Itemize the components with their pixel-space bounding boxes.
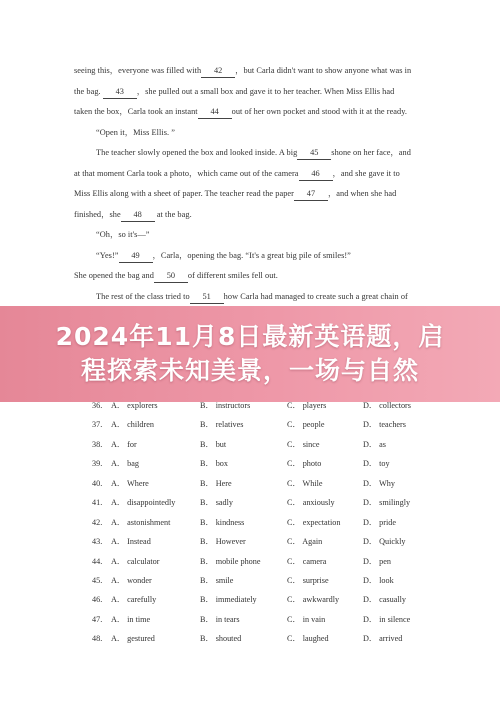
option-b: B． sadly (200, 498, 233, 508)
title-banner (0, 306, 500, 402)
cloze-passage (74, 61, 434, 328)
option-row (92, 590, 422, 609)
option-b: B． but (200, 439, 227, 449)
blank-50: 50 (154, 270, 188, 283)
option-c: C． camera (287, 556, 327, 566)
option-d: D． casually (363, 595, 406, 605)
blank-47: 47 (294, 188, 328, 201)
option-d: D． Quickly (363, 537, 406, 547)
question-number: 38. (92, 439, 103, 449)
option-row (92, 435, 422, 454)
passage-line: She opened the bag and 50 of different smiles fell out. (74, 266, 434, 287)
option-a: A． wonder (111, 575, 152, 585)
option-b: B． Here (200, 478, 232, 488)
banner-title-line-2: 程探索未知美景，一场与自然 (80, 356, 419, 385)
question-number: 40. (92, 478, 103, 488)
option-a: A． in time (111, 614, 151, 624)
option-d: D． teachers (363, 420, 406, 430)
option-a: A． carefully (111, 595, 157, 605)
option-c: C． awkwardly (287, 595, 340, 605)
blank-49: 49 (119, 250, 153, 263)
option-d: D． pride (363, 517, 396, 527)
option-c: C． expectation (287, 517, 341, 527)
option-a: A． children (111, 420, 154, 430)
option-b: B． box (200, 459, 228, 469)
passage-line: “Yes!” 49 ，Carla，opening the bag. “It's a great big pile of smiles!” (74, 246, 434, 267)
option-d: D． collectors (363, 401, 411, 410)
option-row (92, 532, 422, 551)
option-c: C． laughed (287, 634, 329, 644)
option-b: B． shouted (200, 634, 242, 644)
option-row (92, 454, 422, 473)
question-number: 39. (92, 459, 103, 469)
option-c: C． people (287, 420, 325, 430)
option-b: B． in tears (200, 614, 240, 624)
question-number: 45. (92, 575, 103, 585)
option-b: B． instructors (200, 401, 251, 410)
option-d: D． in silence (363, 614, 411, 624)
blank-43: 43 (103, 86, 137, 99)
option-d: D． look (363, 575, 394, 585)
option-a: A． gestured (111, 634, 155, 644)
option-a: A． bag (111, 459, 139, 469)
option-d: D． Why (363, 478, 395, 488)
option-row (92, 513, 422, 532)
question-number: 37. (92, 420, 103, 430)
option-row (92, 415, 422, 434)
option-row (92, 474, 422, 493)
option-d: D． pen (363, 556, 391, 566)
answer-options-list (92, 396, 422, 649)
option-a: A． Instead (111, 537, 151, 547)
option-b: B． mobile phone (200, 556, 261, 566)
passage-line: the bag. 43 ，she pulled out a small box and gave it to her teacher. When Miss Ellis had (74, 82, 434, 103)
option-d: D． smilingly (363, 498, 411, 508)
blank-44: 44 (198, 106, 232, 119)
passage-line: Miss Ellis along with a sheet of paper. The teacher read the paper 47 ，and when she had (74, 184, 434, 205)
blank-51: 51 (190, 291, 224, 304)
question-number: 47. (92, 614, 103, 624)
option-c: C． surprise (287, 575, 329, 585)
option-a: A． calculator (111, 556, 160, 566)
question-number: 43. (92, 537, 103, 547)
blank-42: 42 (201, 65, 235, 78)
option-a: A． explorers (111, 401, 158, 410)
question-number: 46. (92, 595, 103, 605)
passage-line: taken the box，Carla took an instant 44 out of her own pocket and stood with it at the ready. (74, 102, 434, 123)
option-c: C． anxiously (287, 498, 335, 508)
option-b: B． kindness (200, 517, 245, 527)
option-a: A． disappointedly (111, 498, 176, 508)
passage-line: “Open it，Miss Ellis. ” (96, 127, 175, 137)
option-b: B． relatives (200, 420, 244, 430)
option-row (92, 396, 422, 415)
option-row (92, 610, 422, 629)
option-a: A． astonishment (111, 517, 171, 527)
question-number: 42. (92, 517, 103, 527)
blank-45: 45 (297, 147, 331, 160)
banner-title-line-1: 2024年11月8日最新英语题，启 (55, 322, 445, 351)
option-row (92, 493, 422, 512)
option-c: C． players (287, 401, 327, 410)
option-row (92, 629, 422, 648)
blank-48: 48 (121, 209, 155, 222)
option-c: C． since (287, 439, 320, 449)
option-d: D． as (363, 439, 386, 449)
passage-line: finished，she 48 at the bag. (74, 205, 434, 226)
option-b: B． immediately (200, 595, 257, 605)
option-d: D． arrived (363, 634, 403, 644)
passage-line: The rest of the class tried to 51 how Carla had managed to create such a great chain of (74, 287, 434, 308)
passage-line: at that moment Carla took a photo，which came out of the camera 46 ，and she gave it to (74, 164, 434, 185)
question-number: 44. (92, 556, 103, 566)
question-number: 41. (92, 498, 103, 508)
passage-line: seeing this，everyone was filled with 42 ，but Carla didn't want to show anyone what was in (74, 61, 434, 82)
option-row (92, 552, 422, 571)
option-c: C． in vain (287, 614, 326, 624)
blank-46: 46 (299, 168, 333, 181)
question-number: 48. (92, 634, 103, 644)
option-c: C． Again (287, 537, 323, 547)
question-number: 36. (92, 401, 103, 410)
option-c: C． While (287, 478, 323, 488)
passage-line: The teacher slowly opened the box and looked inside. A big 45 shone on her face，and (74, 143, 434, 164)
option-a: A． Where (111, 478, 149, 488)
option-b: B． However (200, 537, 246, 547)
option-d: D． toy (363, 459, 390, 469)
option-b: B． smile (200, 575, 234, 585)
option-row (92, 571, 422, 590)
option-c: C． photo (287, 459, 322, 469)
option-a: A． for (111, 439, 137, 449)
passage-line: “Oh，so it's—” (96, 230, 150, 239)
